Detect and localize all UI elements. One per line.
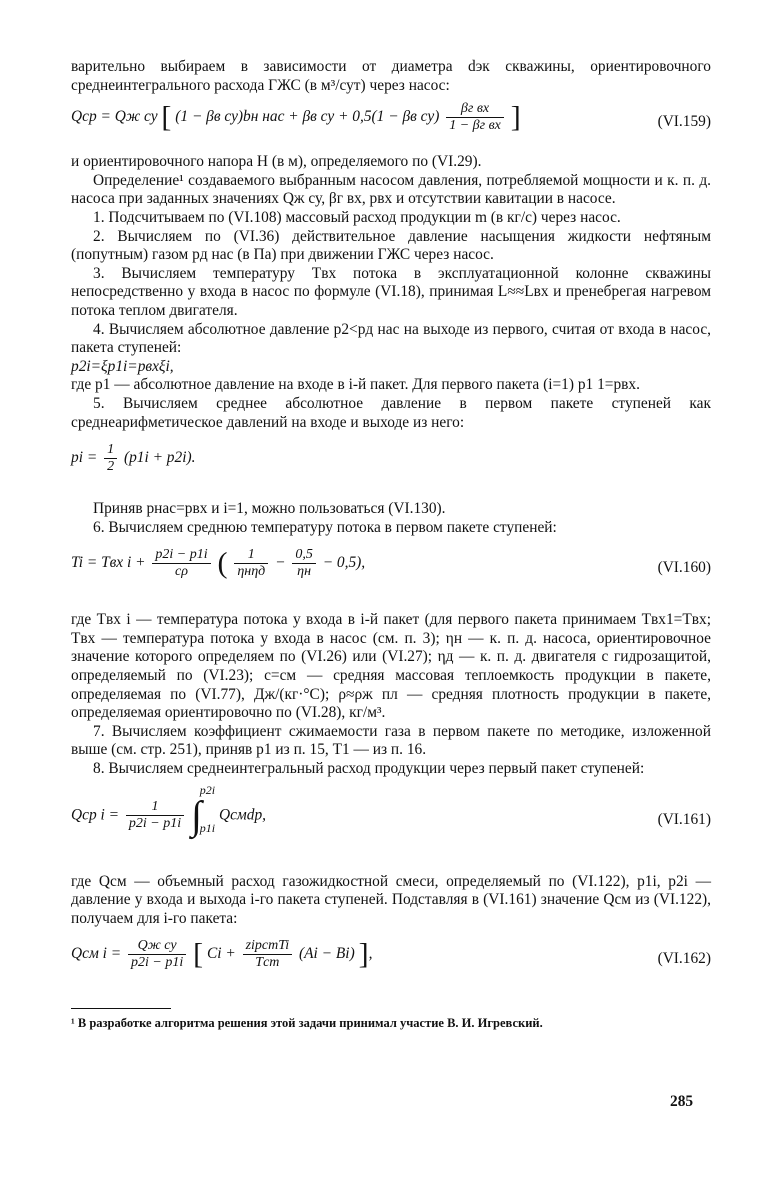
eq159-mid: (1 − βв су)bн нас + βв су + 0,5(1 − βв су): [175, 108, 440, 126]
page-number: 285: [670, 1093, 694, 1110]
paragraph-head: и ориентировочного напора H (в м), определяемого по (VI.29).: [71, 153, 482, 171]
equation-vi161: Qср i = $\frac{1}{p2i - p1i}$ ∫ p2i p1i Qсмdp, (VI.161): [71, 782, 711, 838]
step-4-formula: p2i=ξp1i=pвхξi,: [71, 357, 174, 375]
equation-vi160: Ti = Tвх i + $\frac{p2i - p1i}{c\rho}$ ( $\frac{1}{\text{ηнηд}}$ − $\frac{0,5}{\eta н}$ − 0,5), (VI.160): [71, 546, 711, 580]
equation-number: (VI.160): [657, 559, 711, 577]
step-8-where: где Qсм — объемный расход газожидкостной смеси, определяемый по (VI.122), p1i, p2i — давление у входа и выхода i-го пакета ступеней. Подставляя в (VI.161) значение Qсм из (VI.122), получаем для i-го пакета:: [71, 872, 711, 927]
equation-vi162: Qсм i = $\frac{\text{Qж су}}{p2i - p1i}$ [ Ci + $\frac{\text{zipстTi}}{\text{Tст}}$ (Ai − Bi) ], (VI.162): [71, 937, 711, 971]
eq159-lhs: Qср = Qж су: [71, 108, 158, 126]
eq159-fraction: $\frac{\text{βг вх}}{\text{1 − βг вх}}$: [446, 101, 504, 134]
step-3: 3. Вычисляем температуру Tвх потока в эксплуатационной колонне скважины непосредственно у входа в насос по формуле (VI.18), принимая L≈≈Lвх и пренебрегая нагревом потока теплом двигателя.: [71, 264, 711, 319]
step-6: 6. Вычисляем среднюю температуру потока в первом пакете ступеней:: [93, 518, 557, 536]
page-content: [71, 58, 711, 1031]
step-5-note: Приняв pнас=pвх и i=1, можно пользоваться (VI.130).: [93, 500, 446, 518]
step-4-where: где p1 — абсолютное давление на входе в i-й пакет. Для первого пакета (i=1) p1 1=pвх.: [71, 376, 640, 394]
step-2: 2. Вычисляем по (VI.36) действительное давление насыщения жидкости нефтяным (попутным) газом pд нас (в Па) при движении ГЖС через насос.: [71, 227, 711, 264]
paragraph-intro: варительно выбираем в зависимости от диаметра dэк скважины, ориентировочного среднеинтегрального расхода ГЖС (в м³/сут) через насос:: [71, 58, 711, 94]
equation-number: (VI.161): [657, 810, 711, 828]
footnote: ¹ В разработке алгоритма решения этой задачи принимал участие В. И. Игревский.: [71, 1016, 543, 1031]
step-1: 1. Подсчитываем по (VI.108) массовый расход продукции m (в кг/с) через насос.: [93, 208, 621, 226]
equation-number: (VI.159): [657, 113, 711, 131]
equation-pmean: pi = $\frac{1}{2}$ (p1i + p2i).: [71, 442, 196, 475]
paragraph-definition: Определение¹ создаваемого выбранным насосом давления, потребляемой мощности и к. п. д. насоса при заданных значениях Qж су, βг вх, pвх и отсутствии кавитации в насосе.: [71, 171, 711, 208]
footnote-rule: [71, 1008, 171, 1009]
step-5: 5. Вычисляем среднее абсолютное давление в первом пакете ступеней как среднеарифметическое давлений на входе и выходе из него:: [71, 394, 711, 431]
step-4: 4. Вычисляем абсолютное давление p2<pд нас на выходе из первого, считая от входа в насос, пакета ступеней:: [71, 320, 711, 357]
equation-vi159: Qср = Qж су [ (1 − βв су)bн нас + βв су + 0,5(1 − βв су) $\frac{\text{βг вх}}{\text{1 − βг вх}}$ ] (VI.159): [71, 100, 711, 134]
step-8: 8. Вычисляем среднеинтегральный расход продукции через первый пакет ступеней:: [93, 760, 645, 778]
step-6-where: где Tвх i — температура потока у входа в i-й пакет (для первого пакета принимаем Tвх1=Tвх; Tвх — температура потока у входа в насос (см. п. 3); ηн — к. п. д. насоса, ориентировочное значение которого определяем по (VI.26) или (VI.27); ηд — к. п. д. двигателя с гидрозащитой, определяемый по (VI.23); c=cм — средняя массовая теплоемкость продукции в пакете, определяемая по (VI.77), Дж/(кг·°С); ρ≈ρж пл — средняя плотность продукции в пакете, определяемая ориентировочно по (VI.28), кг/м³.: [71, 611, 711, 722]
integral-sign: ∫: [190, 792, 202, 838]
step-7: 7. Вычисляем коэффициент сжимаемости газа в первом пакете по методике, изложенной выше (см. стр. 251), приняв p1 из п. 15, T1 — из п. 16.: [71, 722, 711, 759]
equation-number: (VI.162): [657, 950, 711, 968]
